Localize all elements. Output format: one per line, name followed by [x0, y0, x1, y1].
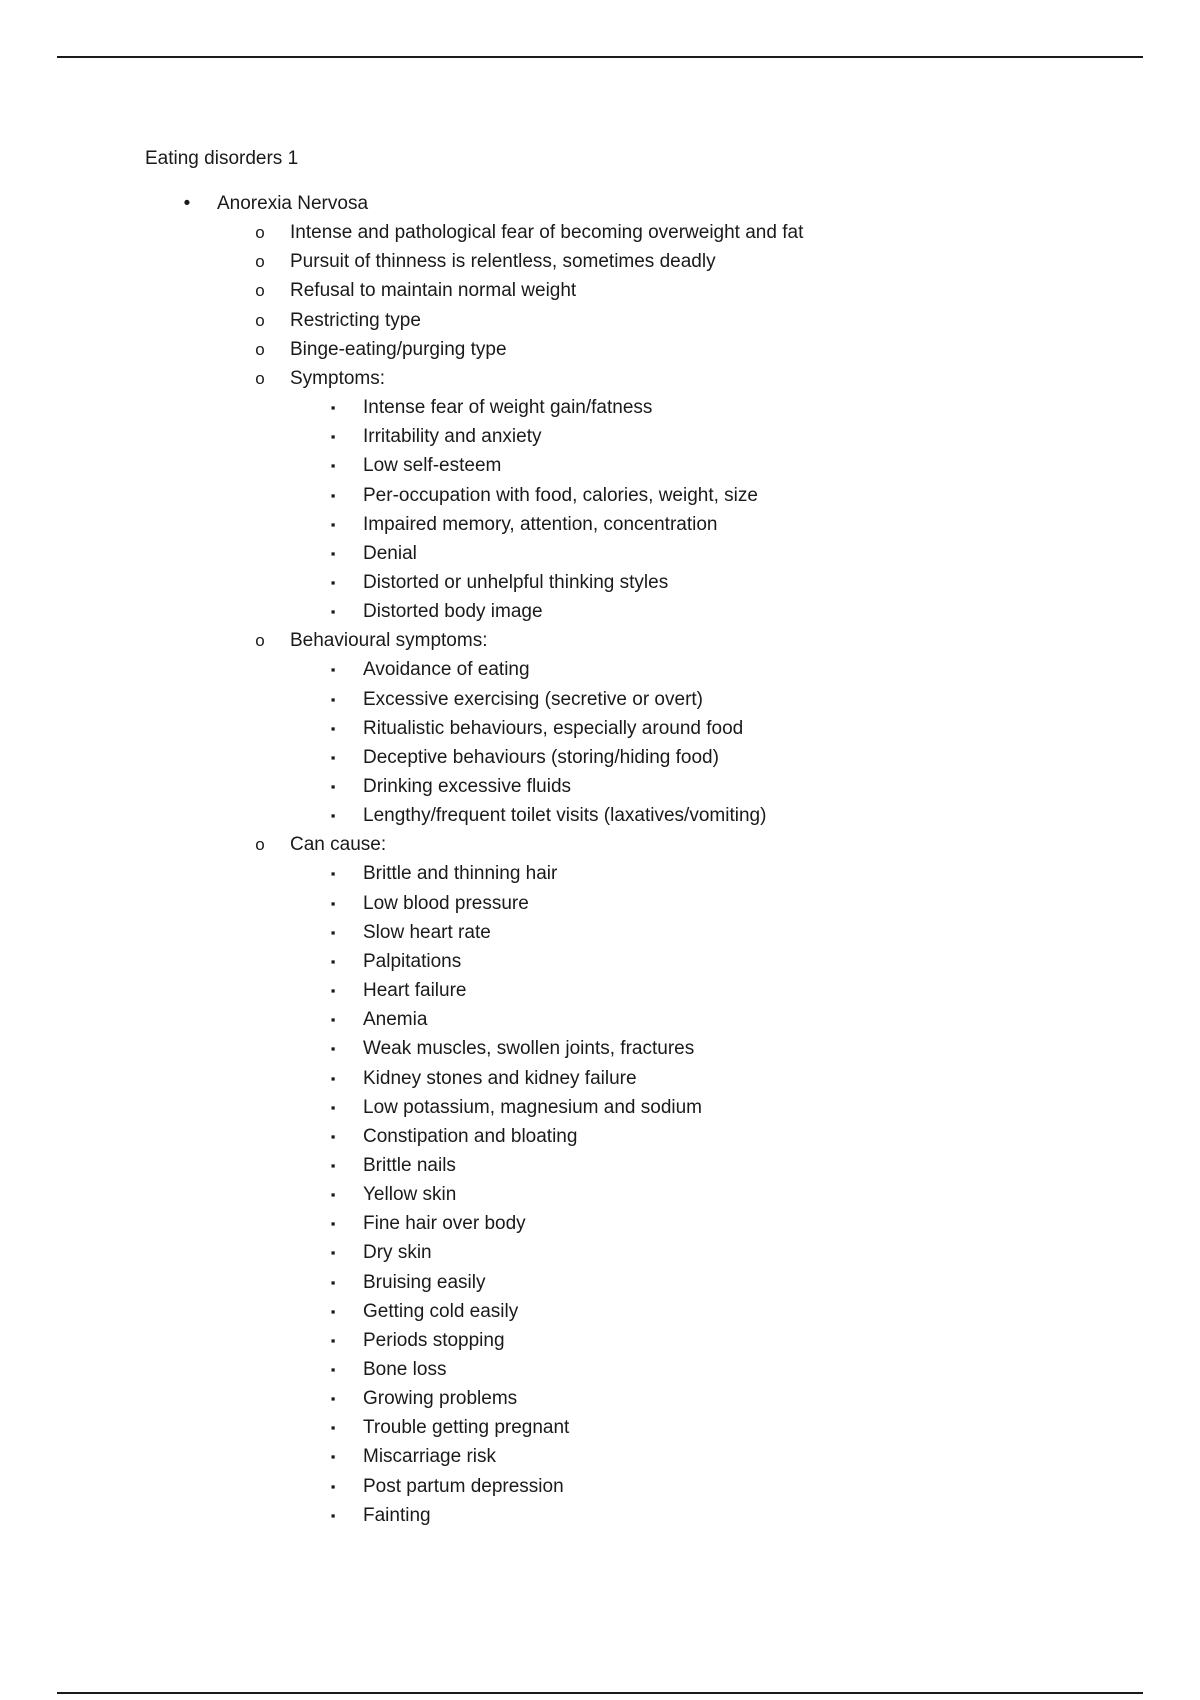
outline-item-level3: Slow heart rate — [363, 922, 491, 943]
bullet-level3-icon: ▪ — [330, 488, 336, 503]
outline-item-level3: Trouble getting pregnant — [363, 1417, 570, 1438]
bullet-level3-icon: ▪ — [330, 896, 336, 911]
outline-item-level3: Per-occupation with food, calories, weight, size — [363, 485, 758, 506]
outline-item-level3: Distorted body image — [363, 601, 543, 622]
bullet-level3-icon: ▪ — [330, 1275, 336, 1290]
bullet-level3-icon: ▪ — [330, 662, 336, 677]
header-rule — [57, 56, 1143, 58]
outline-item-level3: Miscarriage risk — [363, 1446, 497, 1467]
bullet-level2-icon: o — [255, 281, 265, 300]
bullet-level3-icon: ▪ — [330, 400, 336, 415]
outline-item-level3: Post partum depression — [363, 1476, 564, 1497]
outline-item-level3: Denial — [363, 543, 417, 564]
outline-item-level3: Brittle and thinning hair — [363, 863, 558, 884]
bullet-level3-icon: ▪ — [330, 575, 336, 590]
bullet-level3-icon: ▪ — [330, 1420, 336, 1435]
bullet-level3-icon: ▪ — [330, 1012, 336, 1027]
outline-item-level3: Ritualistic behaviours, especially around food — [363, 718, 744, 739]
outline-item-level3: Lengthy/frequent toilet visits (laxatives/vomiting) — [363, 805, 767, 826]
bullet-level3-icon: ▪ — [330, 1449, 336, 1464]
bullet-level3-icon: ▪ — [330, 1333, 336, 1348]
outline-item-level2: Pursuit of thinness is relentless, sometimes deadly — [290, 251, 716, 272]
outline-item-level2: Can cause: — [290, 834, 387, 855]
bullet-level3-icon: ▪ — [330, 1304, 336, 1319]
bullet-level3-icon: ▪ — [330, 1100, 336, 1115]
outline-item-level2: Restricting type — [290, 310, 421, 331]
bullet-level3-icon: ▪ — [330, 983, 336, 998]
outline-item-level2: Intense and pathological fear of becoming overweight and fat — [290, 222, 804, 243]
outline-item-level3: Impaired memory, attention, concentration — [363, 514, 718, 535]
outline-item-level3: Palpitations — [363, 951, 462, 972]
bullet-level3-icon: ▪ — [330, 808, 336, 823]
document-title: Eating disorders 1 — [145, 148, 299, 169]
outline-item-level3: Brittle nails — [363, 1155, 456, 1176]
bullet-level3-icon: ▪ — [330, 1508, 336, 1523]
bullet-level2-icon: o — [255, 835, 265, 854]
outline-item-level3: Distorted or unhelpful thinking styles — [363, 572, 669, 593]
bullet-level2-icon: o — [255, 223, 265, 242]
outline-item-level3: Avoidance of eating — [363, 659, 530, 680]
outline-item-level3: Intense fear of weight gain/fatness — [363, 397, 653, 418]
outline-item-level3: Fainting — [363, 1505, 431, 1526]
outline-item-level3: Irritability and anxiety — [363, 426, 542, 447]
outline-item-level2: Behavioural symptoms: — [290, 630, 488, 651]
outline-item-level3: Dry skin — [363, 1242, 432, 1263]
outline-item-level3: Low self-esteem — [363, 455, 502, 476]
bullet-level2-icon: o — [255, 369, 265, 388]
outline-item-level3: Yellow skin — [363, 1184, 457, 1205]
bullet-level3-icon: ▪ — [330, 750, 336, 765]
outline-item-level3: Periods stopping — [363, 1330, 505, 1351]
bullet-level3-icon: ▪ — [330, 925, 336, 940]
outline-item-level1: Anorexia Nervosa — [217, 193, 369, 214]
bullet-level3-icon: ▪ — [330, 429, 336, 444]
bullet-level2-icon: o — [255, 340, 265, 359]
outline-item-level2: Refusal to maintain normal weight — [290, 280, 577, 301]
bullet-level3-icon: ▪ — [330, 1041, 336, 1056]
bullet-level2-icon: o — [255, 631, 265, 650]
bullet-level3-icon: ▪ — [330, 1158, 336, 1173]
bullet-level3-icon: ▪ — [330, 954, 336, 969]
bullet-level3-icon: ▪ — [330, 517, 336, 532]
outline-item-level3: Fine hair over body — [363, 1213, 526, 1234]
bullet-level3-icon: ▪ — [330, 1129, 336, 1144]
outline-item-level3: Growing problems — [363, 1388, 518, 1409]
outline-item-level3: Drinking excessive fluids — [363, 776, 572, 797]
bullet-level2-icon: o — [255, 252, 265, 271]
bullet-level3-icon: ▪ — [330, 1187, 336, 1202]
outline-item-level3: Low blood pressure — [363, 893, 529, 914]
bullet-level3-icon: ▪ — [330, 1362, 336, 1377]
outline-item-level3: Deceptive behaviours (storing/hiding food) — [363, 747, 719, 768]
bullet-level3-icon: ▪ — [330, 866, 336, 881]
outline-item-level3: Bone loss — [363, 1359, 447, 1380]
outline-item-level3: Constipation and bloating — [363, 1126, 578, 1147]
outline-item-level3: Excessive exercising (secretive or overt) — [363, 689, 703, 710]
outline-item-level3: Bruising easily — [363, 1272, 486, 1293]
bullet-level3-icon: ▪ — [330, 779, 336, 794]
bullet-level3-icon: ▪ — [330, 692, 336, 707]
bullet-level1-icon: • — [183, 193, 191, 214]
outline-item-level3: Heart failure — [363, 980, 467, 1001]
bullet-level3-icon: ▪ — [330, 1479, 336, 1494]
bullet-level3-icon: ▪ — [330, 1245, 336, 1260]
bullet-level3-icon: ▪ — [330, 721, 336, 736]
bullet-level3-icon: ▪ — [330, 546, 336, 561]
outline-item-level3: Getting cold easily — [363, 1301, 519, 1322]
bullet-level3-icon: ▪ — [330, 458, 336, 473]
bullet-level3-icon: ▪ — [330, 604, 336, 619]
footer-rule — [57, 1692, 1143, 1694]
outline-item-level2: Binge-eating/purging type — [290, 339, 507, 360]
outline-item-level3: Low potassium, magnesium and sodium — [363, 1097, 703, 1118]
bullet-level3-icon: ▪ — [330, 1216, 336, 1231]
outline-item-level3: Kidney stones and kidney failure — [363, 1068, 637, 1089]
outline-item-level3: Weak muscles, swollen joints, fractures — [363, 1038, 695, 1059]
outline-item-level3: Anemia — [363, 1009, 428, 1030]
bullet-level3-icon: ▪ — [330, 1391, 336, 1406]
bullet-level2-icon: o — [255, 311, 265, 330]
outline-item-level2: Symptoms: — [290, 368, 386, 389]
bullet-level3-icon: ▪ — [330, 1071, 336, 1086]
